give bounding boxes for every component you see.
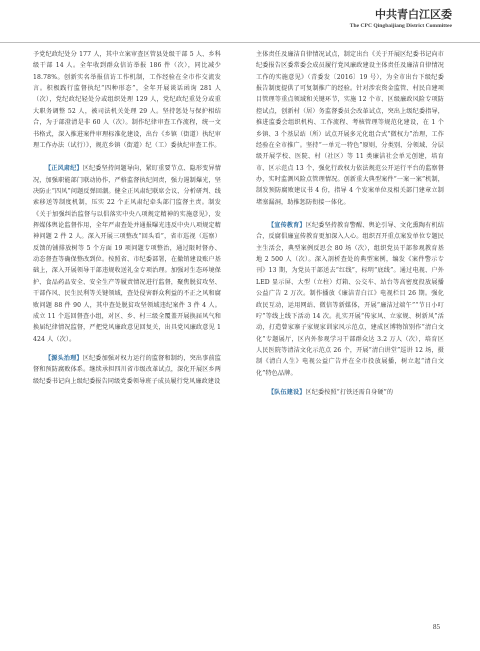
section-text-source: 区纪委加强对权力运行的监督和制约，突出事前监督和预防腐败体系。继续承担四川省市级改革试点，深化开展区乡两级纪委书记向上级纪委报告同级党委领导班子成员履行党风廉政建设 — [33, 354, 221, 385]
section-text-team: 区纪委按照“打铁还需自身硬”的 — [305, 389, 394, 397]
left-section-discipline — [33, 163, 221, 345]
left-paragraph-1: 予党纪政纪处分 177 人，其中立案审查区管县处级干部 5 人、乡科级干部 14 人。全年收到群众信访举报 186 件（次），同比减少 18.78%。创新实名举报信访工作机制，工作经验在全市作交流发言。积极践行监督执纪“四种形态”，全年开展谈话函询 281 人（次），党纪政纪轻处分或组织处理 129 人，党纪政纪重处分或重大职务调整 52 人，被司法机关处理 29 人。坚持惩处与保护相结合，为于部澄清是非 60 人（次）。制作纪律审查工作流程，统一文书格式，深入推进案件审理标准化建设，出台《乡镇（街道）执纪审理工作办法（试行）》，规范乡镇（街道）纪（工）委执纪审查工作。 — [33, 51, 221, 149]
section-text-publicity: 区纪委坚持教育警醒、舆论引导、文化熏陶有机结合，反腐倡廉宣传教育更加深入人心。组织召开重点案发单位专题民主生活会，典型案例反思会 80 场（次），组织党员干部参观教育基地 2 500 人（次）。深入剖析查处的典型案例，编发《案件警示专刊》13 期，为党员干部送去“红线”，标明“底线”。通过电视、户外 LED 显示屏、大型（立柱）灯箱、公交车、站台等高密度投放展播公益广告 2 万次。制作播放《廉洁青白江》电视栏目 26 期。强化政民互动，运用网站、微信等新媒体，开展“廉洁过端午”“节日小叮咛”等线上线下活动 14 次。扎实开展“传家风、立家规、树新风”活动，打造曾家寨子家规家训家风示范点，建成区博物馆别作“清白文化”专题展厅，区内外参观学习干部群众达 3.2 万人（次），培育区人民医院等清洁文化示范点 26 个，开展“清白讲堂”巡讲 12 场，摄制《清白人生》电视公益广告并在全市投放展播，树立起“清白文化”特色品牌。 — [256, 222, 444, 377]
page-number: 85 — [433, 623, 440, 631]
right-paragraph-1: 主体责任及廉洁自律情况试点，制定出台《关于开展区纪委书记向市纪委报告区委常委会成员履行党风廉政建设主体责任及廉洁自律情况工作的实施意见》（青委发〔2016〕19 号），为全市出台下级纪委报告制度提供了可复制推广的经验。针对涉农资金监管、村民自建项目管理等重点领域和关键环节，实施 12 个市、区级廉政风险专项防控试点，创新村（居）务监督委员会改革试点，突出上级纪委指导，推进监委会组织机构、工作流程、考核管理等规范化建设，在 1 个乡镇、3 个基层站（所）试点开展多元化组合式“微权力”治理，工作经验在全市推广。坚持“一单元一特色”原则，分类别、分领域、分层级开展学校、医院、村（社区）等 11 类廉洁社会单元创建，培育市、区示范点 13 个，强化行政权力依法规范公开运行平台的监察督办，实时监测风险点管理情况。创新重大典型案件“一案一案”机制，制发预防腐败建议书 4 份，指导 4 个发案单位及相关部门建章立制堵塞漏洞，助推惩防衔接一体化。 — [256, 51, 444, 206]
right-section-publicity — [256, 220, 444, 379]
header-title-en: The CPC Qingbaijiang District Committee — [349, 23, 452, 29]
section-label-source: 【源头治理】 — [45, 354, 83, 362]
header-title-cn: 中共青白江区委 — [375, 8, 452, 21]
left-section-source — [33, 353, 221, 387]
header-rule — [0, 42, 480, 43]
right-column — [256, 49, 444, 398]
right-section-team — [256, 387, 444, 398]
left-column — [33, 49, 221, 387]
section-label-publicity: 【宣传教育】 — [268, 222, 306, 230]
section-label-team: 【队伍建设】 — [268, 389, 306, 397]
page-header — [350, 6, 452, 29]
section-label-discipline: 【正风肃纪】 — [45, 165, 83, 173]
section-text-discipline: 区纪委坚持问题导向，紧盯重要节点、隐形变异情况，加强职能部门联动协作，严格监督执纪问责，强力遏制爆光，坚决防止“四风”问题反弹回潮。健全正风肃纪联席会议、分析研判、线索移送等制度机制，压实 22 个正风肃纪牵头部门监督主责。制发《关于加强纠治监督与以倡落实中央八项规定精神的实施意见》，发挥媒体舆论监督作用，全年严肃查处并通报曝光违反中央八项规定精神问题 2 件 2 人。深入开展三项整改“回头看”，省市巡视（巡察）反馈的铺排放树等 5 个方面 19 项问题专项整治，通过限时督办、动态督查等确保整改到位。按照省、市纪委部署，在撤销建设账户基础上，深入开展领导干部违规收送礼金专项治理。加强对生态环境保护、食品药品安全、安全生产等履责情况进行监督，聚焦脱贫攻坚、干部作风、民生民利等关键领域，查处侵害群众利益的不正之风和腐败问题 88 件 90 人，其中查处脱贫攻坚领域违纪案件 3 件 4 人。成立 11 个巡回督查小组，对区、乡、村三级全覆盖开展换届风气和换届纪律情况监督，严把党风廉政意见回复关，出具党风廉政意见 1 424 人（次）。 — [33, 165, 221, 343]
